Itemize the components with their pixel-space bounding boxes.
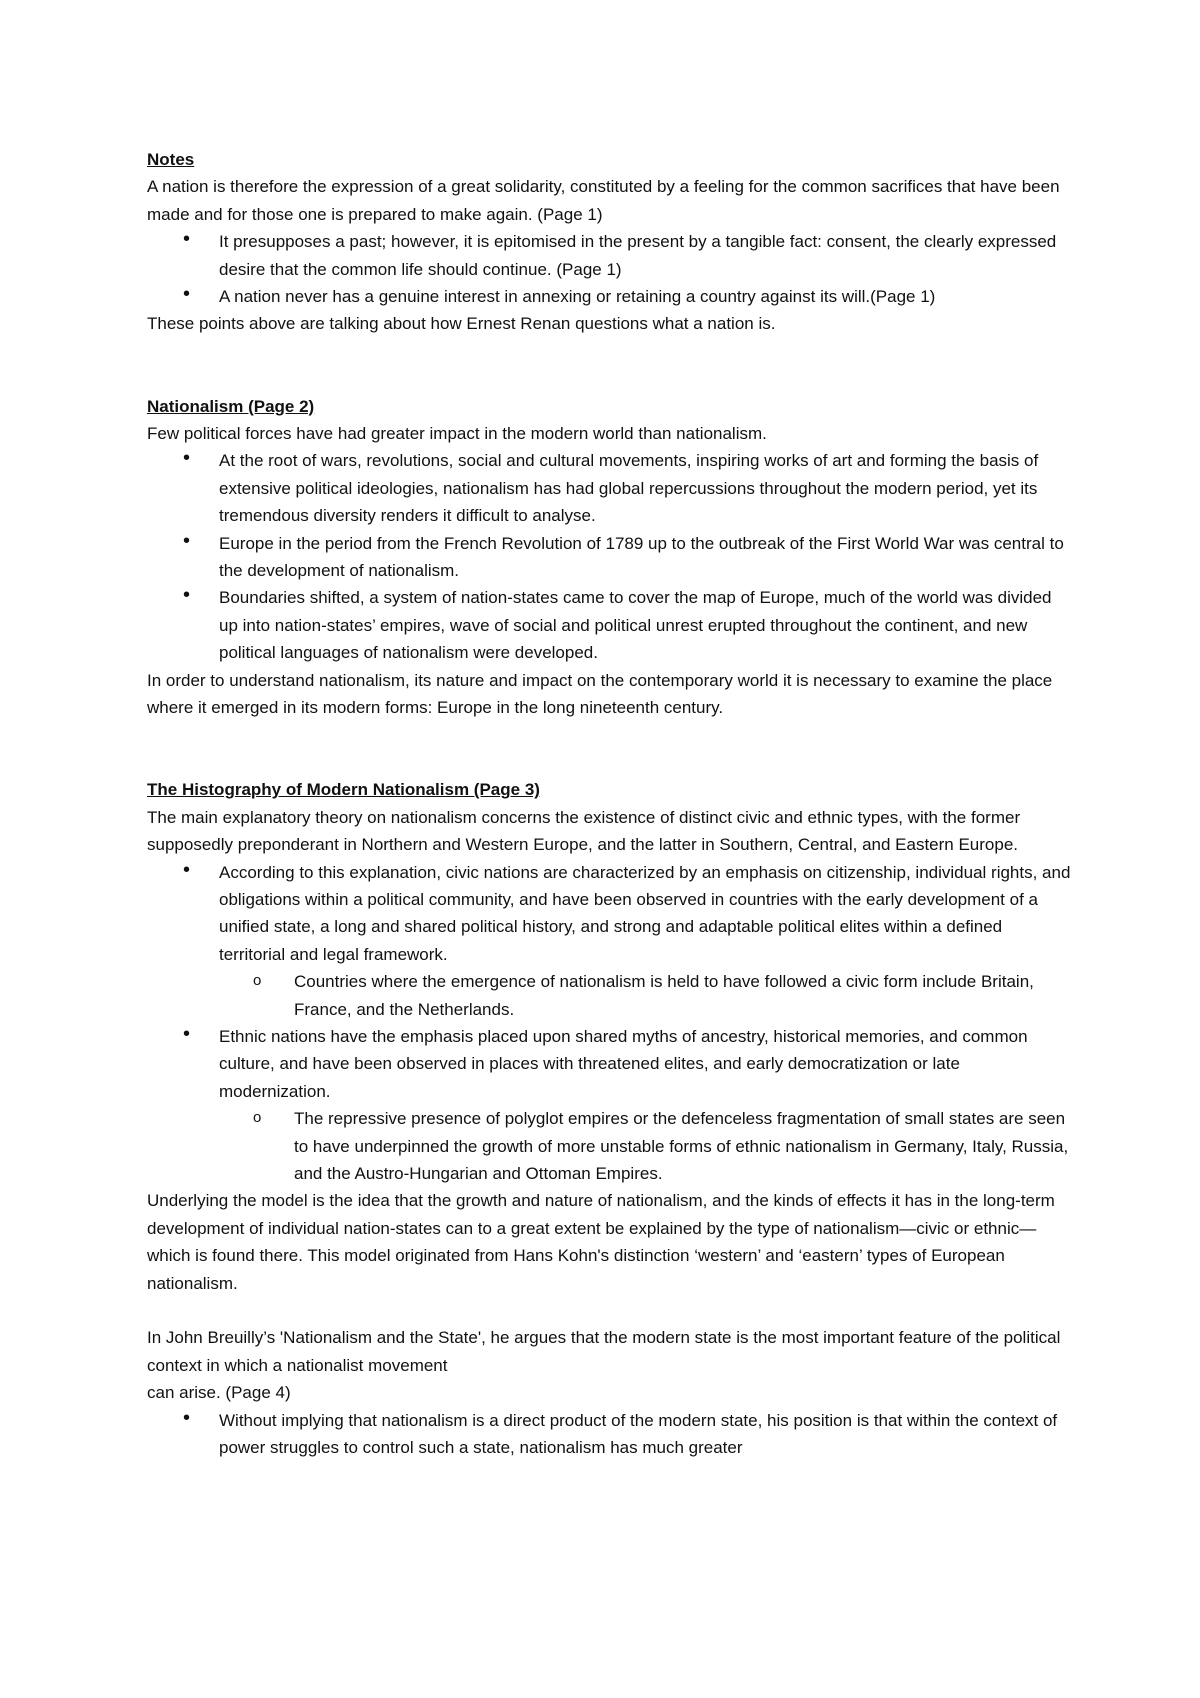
list-item: • Without implying that nationalism is a direct product of the modern state, his position is that within the context of power struggles to control such a state, nationalism has much greater — [147, 1407, 1072, 1462]
histography-intro: The main explanatory theory on nationalism concerns the existence of distinct civic and ethnic types, with the former supposedly preponderant in Northern and Western Europe, and the latter in Southern, Central, and Eastern Europe. — [147, 807, 1021, 855]
histography-closing: Underlying the model is the idea that the growth and nature of nationalism, and the kinds of effects it has in the long-term development of individual nation-states can to a great extent be explained by the type of nationalism—civic or ethnic—which is found there. This model originated from Hans Kohn's distinction ‘western’ and ‘eastern’ types of European nationalism. — [147, 1191, 1055, 1293]
list-item: • Ethnic nations have the emphasis placed upon shared myths of ancestry, historical memories, and common culture, and have been observed in places with threatened elites, and early democratization or late modernization. — [147, 1023, 1072, 1105]
notes-closing: These points above are talking about how Ernest Renan questions what a nation is. — [147, 314, 776, 334]
spacer — [147, 1297, 1072, 1324]
list-item: • Boundaries shifted, a system of nation-states came to cover the map of Europe, much of the world was divided up into nation-states’ empires, wave of social and political unrest erupted throughout the continent, and new political languages of nationalism were developed. — [147, 584, 1072, 666]
sub-list-item: o The repressive presence of polyglot empires or the defenceless fragmentation of small states are seen to have underpinned the growth of more unstable forms of ethnic nationalism in Germany, Italy, Russia, and the Austro-Hungarian and Ottoman Empires. — [147, 1105, 1072, 1187]
list-item: • According to this explanation, civic nations are characterized by an emphasis on citizenship, individual rights, and obligations within a political community, and have been observed in countries with the early development of a unified state, a long and shared political history, and strong and adaptable political elites within a defined territorial and legal framework. — [147, 859, 1072, 969]
list-item: • A nation never has a genuine interest in annexing or retaining a country against its will.(Page 1) — [147, 283, 1072, 310]
notes-heading: Notes — [147, 150, 195, 169]
notes-intro: A nation is therefore the expression of a great solidarity, constituted by a feeling for the common sacrifices that have been made and for those one is prepared to make again. (Page 1) — [147, 177, 1060, 224]
list-item: • At the root of wars, revolutions, social and cultural movements, inspiring works of art and forming the basis of extensive political ideologies, nationalism has had global repercussions throughout the modern period, yet its tremendous diversity renders it difficult to analyse. — [147, 447, 1072, 529]
notes-bullet-list — [147, 228, 1072, 310]
histography-heading: The Histography of Modern Nationalism (Page 3) — [147, 780, 540, 800]
breuilly-paragraph-line1: In John Breuilly’s 'Nationalism and the State', he argues that the modern state is the most important feature of the political context in which a nationalist movement — [147, 1328, 1061, 1375]
histography-bullet-list — [147, 859, 1072, 1188]
breuilly-paragraph-line2: can arise. (Page 4) — [147, 1383, 291, 1403]
nationalism-bullet-list — [147, 447, 1072, 666]
nationalism-closing: In order to understand nationalism, its nature and impact on the contemporary world it is necessary to examine the place where it emerged in its modern forms: Europe in the long nineteenth century. — [147, 670, 1053, 718]
nationalism-intro: Few political forces have had greater impact in the modern world than nationalism. — [147, 424, 767, 444]
nationalism-heading: Nationalism (Page 2) — [147, 396, 315, 416]
sub-list-item: o Countries where the emergence of nationalism is held to have followed a civic form include Britain, France, and the Netherlands. — [147, 968, 1072, 1023]
document-page — [147, 146, 1072, 1461]
list-item: • Europe in the period from the French Revolution of 1789 up to the outbreak of the First World War was central to the development of nationalism. — [147, 530, 1072, 585]
list-item: • It presupposes a past; however, it is epitomised in the present by a tangible fact: consent, the clearly expressed desire that the common life should continue. (Page 1) — [147, 228, 1072, 283]
breuilly-bullet-list — [147, 1407, 1072, 1462]
spacer — [147, 338, 1072, 393]
spacer — [147, 722, 1072, 777]
